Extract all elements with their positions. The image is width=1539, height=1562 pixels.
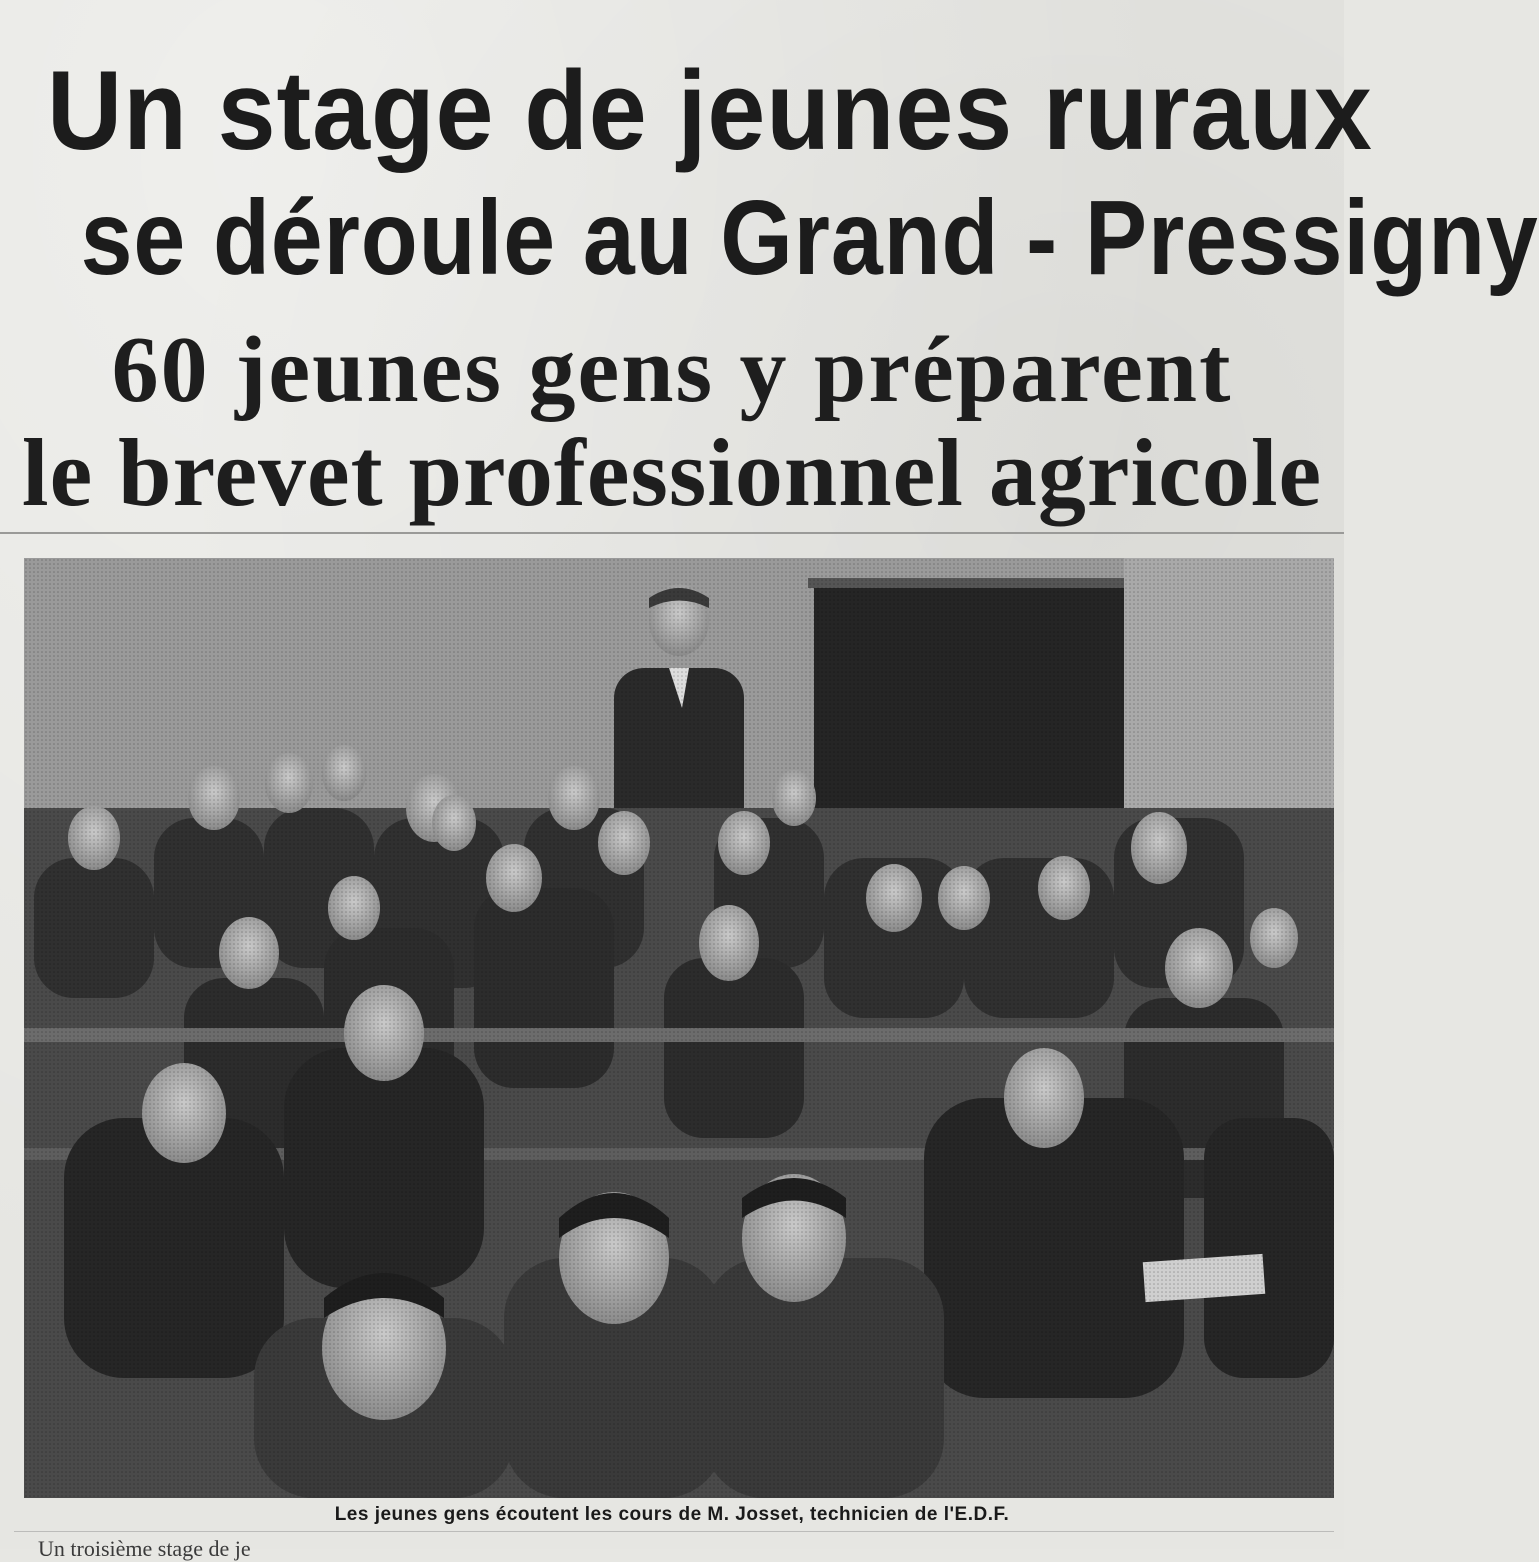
subheadline-line-1: 60 jeunes gens y préparent: [111, 318, 1233, 422]
article-start-text: Un troisième stage de je: [38, 1536, 251, 1561]
headline-line-1: Un stage de jeunes ruraux: [47, 48, 1373, 173]
subheadline-line-2: le brevet professionnel agricole: [21, 419, 1323, 526]
photo-caption: Les jeunes gens écoutent les cours de M. Josset, technicien de l'E.D.F.: [334, 1504, 1010, 1525]
classroom-photo: [24, 558, 1334, 1498]
headline-line-2: se déroule au Grand - Pressigny: [80, 179, 1539, 297]
fold-divider: [0, 532, 1344, 534]
classroom-photo-illustration: [24, 558, 1334, 1498]
bottom-rule: [14, 1531, 1334, 1532]
